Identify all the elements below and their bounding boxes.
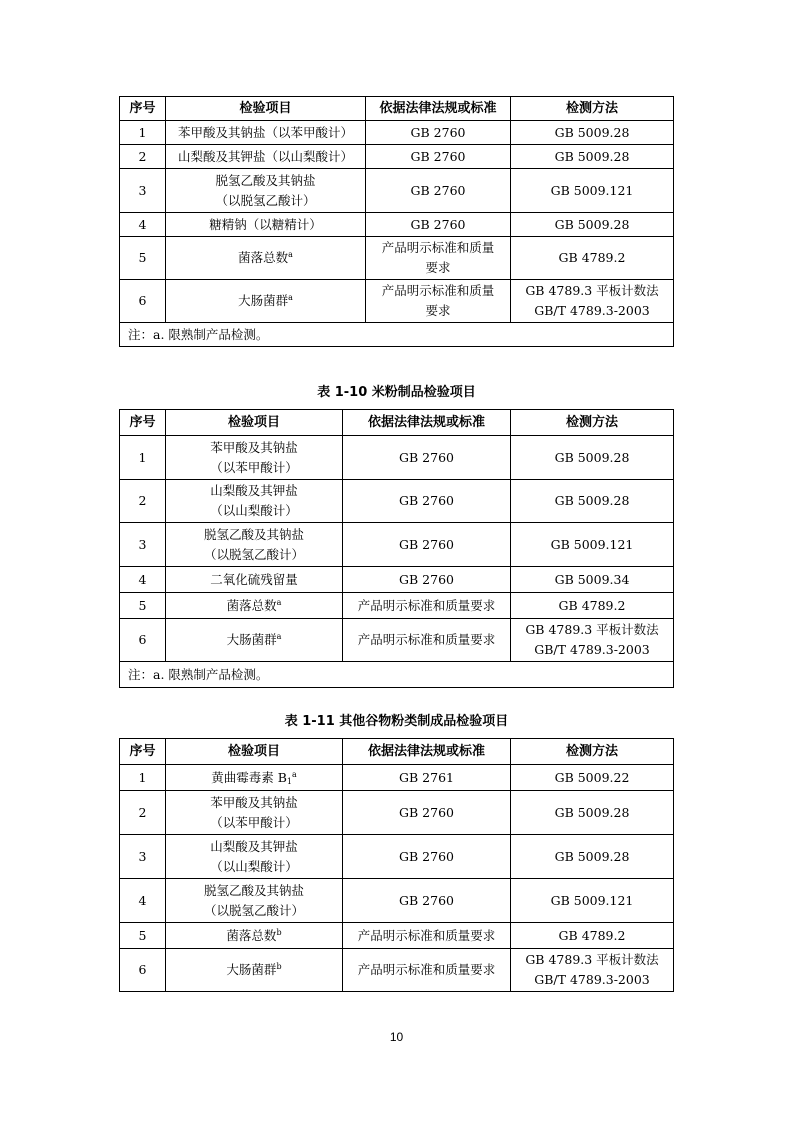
inspection-item	[166, 169, 366, 213]
inspection-item	[166, 791, 343, 835]
standard-basis-text: GB 2761	[399, 769, 454, 785]
header-method: 检测方法	[511, 410, 674, 436]
test-method-text: GB 4789.2	[558, 597, 626, 613]
standard-basis	[343, 593, 511, 619]
inspection-item-text: （以山梨酸计）	[210, 503, 298, 518]
standard-basis-line	[346, 847, 507, 867]
standard-basis	[343, 523, 511, 567]
standard-basis	[343, 879, 511, 923]
inspection-item-text: 山梨酸及其钾盐	[210, 838, 298, 854]
inspection-item-text: （以山梨酸计）	[210, 858, 298, 874]
standard-basis	[366, 121, 511, 145]
table-row	[120, 237, 674, 280]
table-row	[120, 619, 674, 662]
inspection-item-text: 二氧化硫残留量	[210, 571, 298, 587]
test-method	[511, 480, 674, 523]
test-method	[511, 121, 674, 145]
standard-basis-line	[346, 630, 507, 650]
standard-basis-text: GB 2760	[399, 536, 454, 552]
test-method-text: GB 5009.28	[554, 804, 630, 820]
table-row	[120, 280, 674, 323]
header-item: 检验项目	[166, 410, 343, 436]
standard-basis-text: 产品明示标准和质量要求	[357, 962, 496, 977]
table-b-caption: 表 1-10 米粉制品检验项目	[317, 385, 476, 400]
inspection-item	[166, 593, 343, 619]
test-method-line	[514, 891, 670, 911]
table-row	[120, 169, 674, 213]
inspection-item-text: （以苯甲酸计）	[210, 459, 298, 475]
test-method-text: GB 5009.28	[554, 216, 630, 232]
test-method-line	[514, 596, 670, 616]
standard-basis-line	[369, 258, 507, 278]
table-c	[119, 738, 674, 992]
header-no: 序号	[120, 410, 166, 436]
test-method-line	[514, 181, 670, 201]
table-row	[120, 436, 674, 480]
inspection-item-line	[169, 248, 362, 268]
standard-basis-text: 产品明示标准和质量要求	[357, 597, 496, 613]
test-method	[511, 237, 674, 280]
standard-basis-text: GB 2760	[410, 148, 466, 164]
inspection-item-text: 菌落总数	[238, 250, 289, 265]
test-method	[511, 145, 674, 169]
inspection-item-text: （以脱氢乙酸计）	[215, 192, 316, 208]
standard-basis-line	[346, 491, 507, 511]
inspection-item-line	[169, 525, 339, 545]
standard-basis-text: 产品明示标准和质量	[381, 283, 495, 298]
standard-basis-line	[369, 238, 507, 258]
standard-basis-line	[369, 147, 507, 167]
test-method-text: GB/T 4789.3-2003	[534, 972, 650, 987]
row-number: 4	[120, 567, 166, 593]
test-method-line	[514, 448, 670, 468]
test-method	[511, 879, 674, 923]
test-method-text: GB/T 4789.3-2003	[534, 303, 650, 318]
header-item: 检验项目	[166, 739, 343, 765]
standard-basis-line	[346, 926, 507, 946]
inspection-item	[166, 879, 343, 923]
standard-basis-text: GB 2760	[399, 848, 454, 864]
subscript: 1	[286, 776, 292, 786]
inspection-item-text: 脱氢乙酸及其钠盐	[203, 526, 304, 542]
inspection-item-text: 苯甲酸及其钠盐	[210, 794, 298, 810]
standard-basis-text: GB 2760	[410, 124, 466, 140]
inspection-item	[166, 923, 343, 949]
inspection-item-text: 山梨酸及其钾盐（以山梨酸计）	[177, 148, 353, 164]
row-number: 6	[120, 619, 166, 662]
test-method-text: GB 4789.3 平板计数法	[525, 283, 659, 298]
inspection-item	[166, 765, 343, 791]
note-row	[120, 323, 674, 347]
standard-basis-line	[346, 596, 507, 616]
inspection-item-text: 脱氢乙酸及其钠盐	[203, 882, 304, 898]
inspection-item-line	[169, 545, 339, 565]
header-no: 序号	[120, 97, 166, 121]
inspection-item-line	[169, 123, 362, 143]
inspection-item-text: 大肠菌群	[226, 632, 277, 647]
test-method-line	[514, 847, 670, 867]
table-row	[120, 213, 674, 237]
inspection-item	[166, 480, 343, 523]
test-method	[511, 280, 674, 323]
inspection-item	[166, 280, 366, 323]
table-row	[120, 765, 674, 791]
inspection-item-line	[169, 570, 339, 590]
test-method	[511, 213, 674, 237]
table-row	[120, 480, 674, 523]
footnote-marker: a	[288, 293, 293, 302]
footnote-marker: a	[288, 250, 293, 259]
standard-basis	[366, 237, 511, 280]
test-method-text: GB 5009.34	[554, 571, 630, 587]
table-header-row	[120, 410, 674, 436]
table-row	[120, 567, 674, 593]
test-method	[511, 949, 674, 992]
standard-basis-text: 产品明示标准和质量要求	[357, 632, 496, 647]
inspection-item	[166, 121, 366, 145]
standard-basis-line	[369, 215, 507, 235]
table-row	[120, 121, 674, 145]
row-number: 1	[120, 765, 166, 791]
standard-basis-line	[346, 803, 507, 823]
test-method-line	[514, 301, 670, 321]
footnote-marker: b	[276, 927, 282, 937]
standard-basis	[343, 923, 511, 949]
test-method-line	[514, 248, 670, 268]
table-row	[120, 879, 674, 923]
inspection-item-line	[169, 171, 362, 191]
header-standard: 依据法律法规或标准	[343, 410, 511, 436]
test-method-text: GB 5009.121	[550, 536, 634, 552]
header-standard: 依据法律法规或标准	[366, 97, 511, 121]
footnote-marker: a	[291, 769, 297, 779]
table-a	[119, 96, 674, 347]
test-method	[511, 619, 674, 662]
inspection-item-line	[169, 630, 339, 650]
test-method-text: GB/T 4789.3-2003	[534, 642, 650, 657]
row-number: 3	[120, 835, 166, 879]
test-method	[511, 593, 674, 619]
standard-basis	[343, 835, 511, 879]
standard-basis-line	[346, 535, 507, 555]
standard-basis-text: GB 2760	[399, 449, 454, 465]
standard-basis	[343, 567, 511, 593]
inspection-item-line	[169, 438, 339, 458]
test-method	[511, 169, 674, 213]
standard-basis-line	[369, 281, 507, 301]
standard-basis	[343, 619, 511, 662]
table-row	[120, 523, 674, 567]
inspection-item-text: 糖精钠（以糖精计）	[209, 216, 322, 232]
inspection-item-line	[169, 881, 339, 901]
table-header-row	[120, 97, 674, 121]
test-method-line	[514, 640, 670, 660]
table-row	[120, 145, 674, 169]
standard-basis-text: GB 2760	[399, 804, 454, 820]
inspection-item-line	[169, 926, 339, 946]
standard-basis-line	[369, 301, 507, 321]
inspection-item-line	[169, 291, 362, 311]
inspection-item-text: 苯甲酸及其钠盐（以苯甲酸计）	[177, 124, 353, 140]
standard-basis	[366, 169, 511, 213]
test-method-line	[514, 535, 670, 555]
standard-basis-line	[346, 570, 507, 590]
standard-basis	[343, 436, 511, 480]
standard-basis	[366, 280, 511, 323]
test-method-text: GB 5009.121	[550, 182, 634, 198]
inspection-item	[166, 835, 343, 879]
table-row	[120, 949, 674, 992]
row-number: 2	[120, 145, 166, 169]
inspection-item-line	[169, 501, 339, 521]
header-method: 检测方法	[511, 739, 674, 765]
test-method-line	[514, 803, 670, 823]
test-method-line	[514, 147, 670, 167]
inspection-item	[166, 213, 366, 237]
inspection-item-line	[169, 837, 339, 857]
test-method-line	[514, 215, 670, 235]
standard-basis	[366, 145, 511, 169]
test-method-text: GB 5009.28	[554, 848, 630, 864]
header-item: 检验项目	[166, 97, 366, 121]
row-number: 3	[120, 169, 166, 213]
table-note: 注：a. 限熟制产品检测。	[120, 662, 674, 688]
row-number: 2	[120, 480, 166, 523]
row-number: 1	[120, 436, 166, 480]
standard-basis	[343, 949, 511, 992]
inspection-item-text: 脱氢乙酸及其钠盐	[215, 172, 316, 188]
test-method-line	[514, 281, 670, 301]
header-no: 序号	[120, 739, 166, 765]
header-method: 检测方法	[511, 97, 674, 121]
test-method-line	[514, 570, 670, 590]
test-method	[511, 567, 674, 593]
standard-basis-text: 要求	[425, 303, 451, 318]
table-header-row	[120, 739, 674, 765]
inspection-item	[166, 145, 366, 169]
row-number: 2	[120, 791, 166, 835]
inspection-item	[166, 523, 343, 567]
standard-basis	[343, 480, 511, 523]
table-row	[120, 835, 674, 879]
test-method-text: GB 5009.28	[554, 148, 630, 164]
inspection-item-line	[169, 458, 339, 478]
standard-basis-text: GB 2760	[410, 216, 466, 232]
table-row	[120, 593, 674, 619]
test-method-text: GB 4789.3 平板计数法	[525, 622, 659, 637]
inspection-item-text: （以苯甲酸计）	[210, 814, 298, 830]
row-number: 5	[120, 593, 166, 619]
row-number: 5	[120, 923, 166, 949]
standard-basis-text: GB 2760	[399, 493, 454, 508]
inspection-item	[166, 949, 343, 992]
test-method-text: GB 5009.22	[554, 769, 630, 785]
footnote-marker: a	[276, 632, 282, 641]
test-method	[511, 523, 674, 567]
standard-basis-text: 产品明示标准和质量	[381, 240, 495, 255]
test-method	[511, 835, 674, 879]
inspection-item-text: 大肠菌群	[238, 293, 289, 308]
row-number: 5	[120, 237, 166, 280]
page-number: 10	[389, 1030, 404, 1044]
test-method-text: GB 5009.28	[554, 493, 630, 508]
inspection-item	[166, 619, 343, 662]
standard-basis-line	[346, 448, 507, 468]
test-method-line	[514, 491, 670, 511]
inspection-item-line	[169, 481, 339, 501]
row-number: 4	[120, 213, 166, 237]
standard-basis-line	[346, 768, 507, 788]
inspection-item-text: 苯甲酸及其钠盐	[210, 439, 298, 455]
inspection-item-line	[169, 768, 339, 788]
test-method	[511, 765, 674, 791]
inspection-item-line	[169, 191, 362, 211]
footnote-marker: b	[276, 962, 282, 971]
row-number: 3	[120, 523, 166, 567]
inspection-item-text: （以脱氢乙酸计）	[203, 902, 304, 918]
inspection-item-text: 菌落总数	[226, 597, 277, 613]
test-method-line	[514, 620, 670, 640]
table-c-caption: 表 1-11 其他谷物粉类制成品检验项目	[284, 714, 509, 729]
inspection-item-text: 菌落总数	[226, 927, 277, 943]
standard-basis-text: 要求	[425, 260, 451, 275]
table-row	[120, 923, 674, 949]
standard-basis	[366, 213, 511, 237]
table-b	[119, 409, 674, 688]
inspection-item-line	[169, 147, 362, 167]
test-method-text: GB 5009.28	[554, 124, 630, 140]
test-method	[511, 436, 674, 480]
standard-basis-text: 产品明示标准和质量要求	[357, 927, 496, 943]
test-method-text: GB 5009.121	[550, 892, 634, 908]
standard-basis	[343, 765, 511, 791]
standard-basis-text: GB 2760	[399, 571, 454, 587]
header-standard: 依据法律法规或标准	[343, 739, 511, 765]
test-method-text: GB 4789.2	[558, 250, 626, 265]
inspection-item-line	[169, 215, 362, 235]
inspection-item	[166, 567, 343, 593]
test-method-line	[514, 970, 670, 990]
footnote-marker: a	[276, 597, 282, 607]
standard-basis-line	[346, 960, 507, 980]
inspection-item-text: （以脱氢乙酸计）	[203, 546, 304, 562]
inspection-item	[166, 436, 343, 480]
row-number: 6	[120, 280, 166, 323]
standard-basis-text: GB 2760	[410, 182, 466, 198]
row-number: 1	[120, 121, 166, 145]
row-number: 4	[120, 879, 166, 923]
inspection-item-line	[169, 793, 339, 813]
inspection-item-line	[169, 857, 339, 877]
test-method-line	[514, 123, 670, 143]
standard-basis-text: GB 2760	[399, 892, 454, 908]
inspection-item-line	[169, 901, 339, 921]
note-row	[120, 662, 674, 688]
test-method-text: GB 5009.28	[554, 449, 630, 465]
inspection-item-text: 黄曲霉毒素 B	[211, 769, 287, 785]
standard-basis-line	[346, 891, 507, 911]
standard-basis-line	[369, 181, 507, 201]
table-row	[120, 791, 674, 835]
test-method-line	[514, 950, 670, 970]
test-method-text: GB 4789.3 平板计数法	[525, 952, 659, 967]
inspection-item-line	[169, 813, 339, 833]
test-method-line	[514, 768, 670, 788]
inspection-item	[166, 237, 366, 280]
table-note: 注：a. 限熟制产品检测。	[120, 323, 674, 347]
standard-basis-line	[369, 123, 507, 143]
test-method-line	[514, 926, 670, 946]
standard-basis	[343, 791, 511, 835]
inspection-item-line	[169, 960, 339, 980]
test-method-text: GB 4789.2	[558, 927, 626, 943]
test-method	[511, 791, 674, 835]
inspection-item-text: 大肠菌群	[226, 962, 277, 977]
inspection-item-text: 山梨酸及其钾盐	[210, 483, 298, 498]
row-number: 6	[120, 949, 166, 992]
test-method	[511, 923, 674, 949]
inspection-item-line	[169, 596, 339, 616]
